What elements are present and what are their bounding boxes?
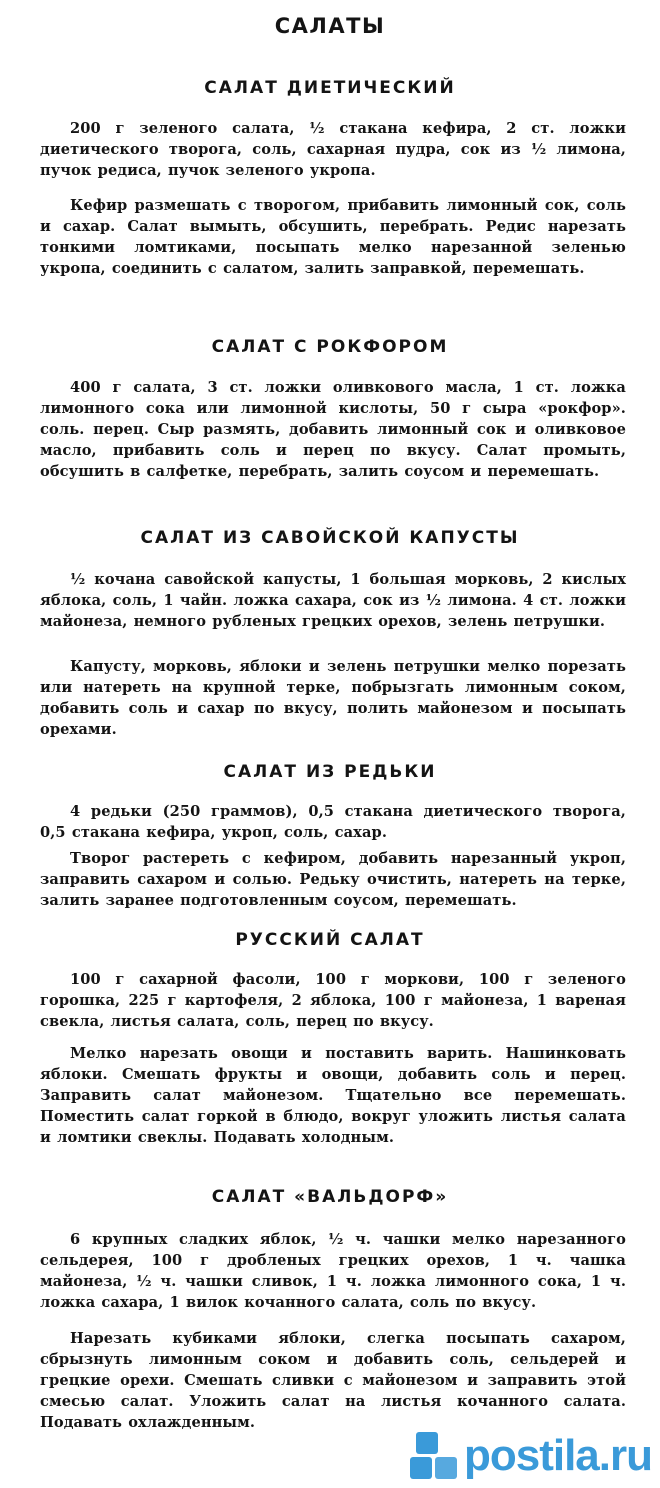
recipe-instructions-waldorf: Нарезать кубиками яблоки, слегка посыпать сахаром, сбрызнуть лимонным соком и добавить соль, сельдерей и грецкие орехи. Смешать сливки с майонезом и заправить этой смесью салат. Уложить салат на листья кочанного салата. Подавать охлажденным.: [40, 1330, 626, 1431]
postila-logo-icon: [406, 1430, 458, 1482]
recipe-text-roquefort: 400 г салата, 3 ст. ложки оливкового масла, 1 ст. ложка лимонного сока или лимонной кислоты, 50 г сыра «рокфор». соль. перец. Сыр размять, добавить лимонный сок и оливковое масло, прибавить соль и перец по вкусу. Салат промыть, обсушить в салфетке, перебрать, залить соусом и перемешать.: [40, 379, 626, 480]
recipe-ingredients-radish: 4 редьки (250 граммов), 0,5 стакана диетического творога, 0,5 стакана кефира, укроп, соль, сахар.: [40, 803, 626, 841]
page-title: САЛАТЫ: [274, 14, 386, 38]
recipe-instructions-dietetic: Кефир размешать с творогом, прибавить лимонный сок, соль и сахар. Салат вымыть, обсушить, перебрать. Редис нарезать тонкими ломтиками, посыпать мелко нарезанной зеленью укропа, соединить с салатом, залить заправкой, перемешать.: [40, 197, 626, 277]
postila-watermark: [406, 1430, 652, 1482]
recipe-instructions-savoy-cabbage: Капусту, морковь, яблоки и зелень петрушки мелко порезать или натереть на крупной терке, побрызгать лимонным соком, добавить соль и сахар по вкусу, полить майонезом и посыпать орехами.: [40, 658, 626, 738]
recipe-title-dietetic: САЛАТ ДИЕТИЧЕСКИЙ: [204, 78, 456, 98]
recipe-title-roquefort: САЛАТ С РОКФОРОМ: [211, 337, 449, 357]
recipe-title-russian: РУССКИЙ САЛАТ: [235, 930, 425, 950]
recipe-instructions-russian: Мелко нарезать овощи и поставить варить. Нашинковать яблоки. Смешать фрукты и овощи, добавить соль и перец. Заправить салат майонезом. Тщательно все перемешать. Поместить салат горкой в блюдо, вокруг уложить листья салата и ломтики свеклы. Подавать холодным.: [40, 1045, 626, 1146]
recipe-instructions-radish: Творог растереть с кефиром, добавить нарезанный укроп, заправить сахаром и солью. Редьку очистить, натереть на терке, залить заранее подготовленным соусом, перемешать.: [40, 850, 626, 909]
recipe-ingredients-waldorf: 6 крупных сладких яблок, ½ ч. чашки мелко нарезанного сельдерея, 100 г дробленых грецких орехов, 1 ч. чашка майонеза, ½ ч. чашки сливок, 1 ч. ложка лимонного сока, 1 ч. ложка сахара, 1 вилок кочанного салата, соль по вкусу.: [40, 1231, 626, 1311]
recipe-title-waldorf: САЛАТ «ВАЛЬДОРФ»: [211, 1187, 449, 1207]
recipe-title-savoy-cabbage: САЛАТ ИЗ САВОЙСКОЙ КАПУСТЫ: [140, 528, 520, 548]
postila-watermark-text: postila.ru: [463, 1431, 652, 1480]
recipe-ingredients-savoy-cabbage: ½ кочана савойской капусты, 1 большая морковь, 2 кислых яблока, соль, 1 чайн. ложка сахара, сок из ½ лимона. 4 ст. ложки майонеза, немного рубленых грецких орехов, зелень петрушки.: [40, 571, 626, 630]
recipe-title-radish: САЛАТ ИЗ РЕДЬКИ: [223, 762, 437, 782]
recipe-ingredients-dietetic: 200 г зеленого салата, ½ стакана кефира, 2 ст. ложки диетического творога, соль, сахарная пудра, сок из ½ лимона, пучок редиса, пучок зеленого укропа.: [40, 120, 626, 179]
recipe-ingredients-russian: 100 г сахарной фасоли, 100 г моркови, 100 г зеленого горошка, 225 г картофеля, 2 яблока, 100 г майонеза, 1 вареная свекла, листья салата, соль, перец по вкусу.: [40, 971, 626, 1030]
